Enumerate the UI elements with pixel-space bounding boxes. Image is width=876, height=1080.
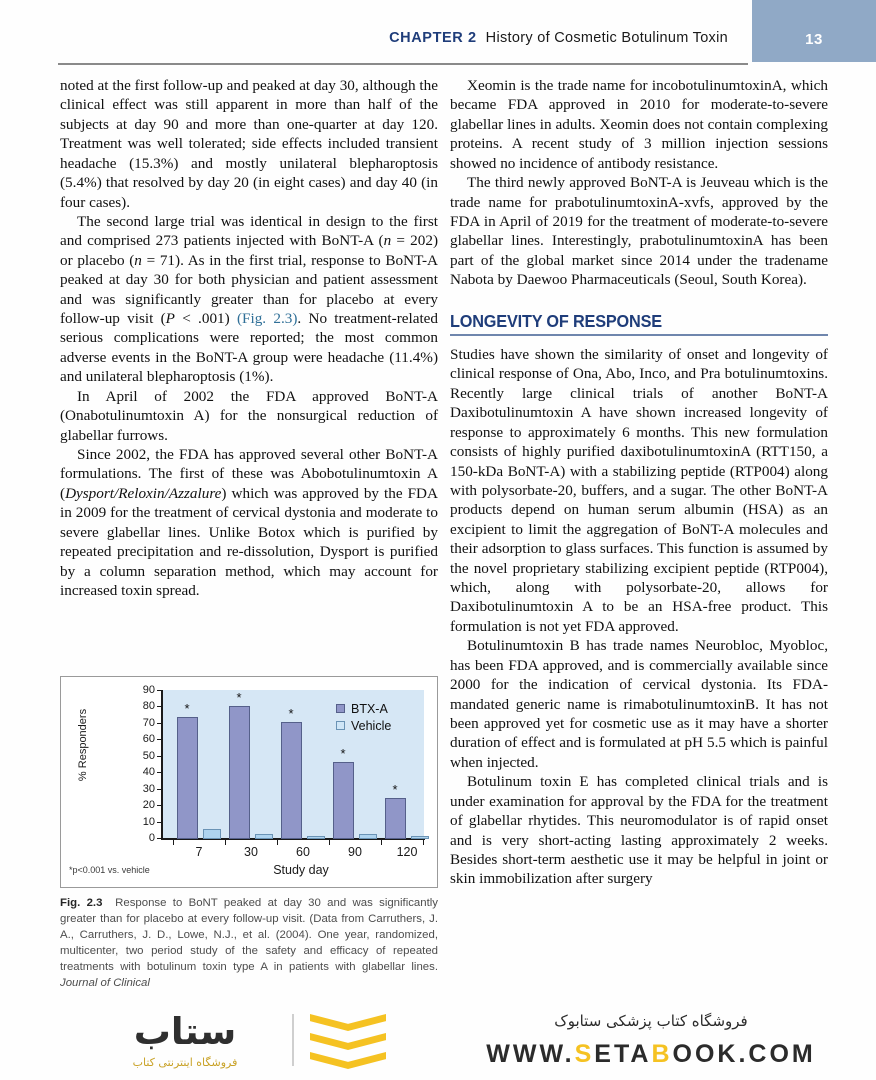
chart-y-tick: 60 (142, 733, 155, 745)
significance-star: * (236, 690, 242, 705)
logo-divider (292, 1014, 294, 1066)
bar-btxa-day60 (281, 722, 302, 839)
chart-y-tick: 80 (142, 700, 155, 712)
bar-vehicle-day7 (203, 829, 221, 839)
bar-btxa-day90 (333, 762, 354, 839)
significance-star: * (288, 706, 294, 721)
legend-item-vehicle (336, 717, 391, 734)
paragraph-segment: The second large trial was identical in design to the first and comprised 273 patients injected with BoNT-A (n = 202) or placebo (n = 71). As in the first trial, response to BoNT-A peaked at day 30 for both physician and patient assessment and was significantly greater than for placebo at every follow-up visit (P < .001) (60, 212, 438, 328)
chart-y-tick: 50 (142, 750, 155, 762)
section-heading: LONGEVITY OF RESPONSE (450, 310, 662, 331)
paragraph: Xeomin is the trade name for incobotulinumtoxinA, which became FDA approved in 2010 for moderate-to-severe glabellar lines in adults. Xeomin does not contain complexing proteins. A recent study of 3 million injection sessions showed no incidence of antibody resistance. (450, 77, 828, 172)
chart-y-tick: 30 (142, 783, 155, 795)
product-names-italic: Dysport/Reloxin/Azzalure (65, 484, 222, 502)
setabook-logo (80, 1010, 290, 1076)
paragraph: Botulinumtoxin B has trade names Neurobloc, Myobloc, has been FDA approved, and is commercially available since 2000 for the indication of cervical dystonia. Its FDA-mandated generic name is rimabotulinumtoxinB. It has not been approved yet for cosmetic use as it may have a shorter duration of effect and is formulated at pH 5.5 which is painful when injected. (450, 637, 828, 771)
bar-btxa-day7 (177, 717, 198, 839)
running-head-text (389, 30, 728, 46)
legend-label: BTX-A (351, 701, 388, 716)
logo-wordmark: ستاب (133, 1010, 237, 1053)
right-text-column (450, 76, 828, 889)
header-rule (58, 63, 748, 65)
chart-y-tick: 40 (142, 766, 155, 778)
caption-body: Response to BoNT peaked at day 30 and was significantly greater than for placebo at every follow-up visit. (Data from Carruthers, J. A., Carruthers, J. D., Lowe, N.J., et al. (2004). One year, randomized, multicenter, two period study of the safety and efficacy of repeated treatments with botulinum toxin type A in patients with glabellar lines. (60, 897, 438, 974)
paragraph: In April of 2002 the FDA approved BoNT-A (Onabotulinumtoxin A) for the nonsurgical reduction of glabellar furrows. (60, 387, 438, 444)
chart-frame (60, 676, 438, 888)
bar-vehicle-day120 (411, 836, 429, 839)
running-head (0, 0, 876, 66)
chart-y-tick: 70 (142, 717, 155, 729)
bar-vehicle-day90 (359, 834, 377, 839)
caption-spacer (102, 897, 115, 909)
url-eta: ETA (594, 1040, 652, 1068)
bar-vehicle-day60 (307, 836, 325, 839)
url-b: B (651, 1040, 673, 1068)
footer-tagline: فروشگاه کتاب پزشکی ستابوک (554, 1012, 748, 1030)
figure-caption (60, 895, 438, 991)
figure-label: Fig. 2.3 (60, 897, 103, 909)
section-heading-rule (450, 334, 828, 336)
bar-btxa-day30 (229, 706, 250, 839)
chart-y-tick: 90 (142, 684, 155, 696)
logo-subtitle: فروشگاه اینترنتی کتاب (132, 1056, 238, 1069)
figure-2-3 (60, 676, 438, 888)
chart-x-axis-label: Study day (273, 863, 329, 877)
legend-swatch-icon (336, 704, 345, 713)
paragraph: noted at the first follow-up and peaked at day 30, although the clinical effect was still apparent in more than half of the subjects at day 90 and more than one-quarter at day 120. Treatment was well tolerated; side effects included transient headache (15.3%) and mostly unilateral blepharoptosis (5.4%) that resolved by day 20 (in eight cases) and day 40 (in four cases). (60, 77, 438, 211)
significance-star: * (392, 782, 398, 797)
page-number: 13 (805, 31, 823, 48)
bar-vehicle-day30 (255, 834, 273, 839)
chart-x-tick: 90 (348, 845, 362, 859)
url-prefix: WWW. (486, 1040, 575, 1068)
caption-journal-italic: Journal of Clinical (60, 977, 150, 990)
chart-y-tick: 10 (142, 816, 155, 828)
paragraph (60, 212, 438, 387)
paragraph-segment: . No treatment-related serious complications were reported; the most common adverse events in the BoNT-A group were headache (11.4%) and unilateral blepharoptosis (1%). (60, 310, 439, 386)
legend-item-btxa (336, 700, 391, 717)
chapter-label: CHAPTER 2 (389, 30, 477, 46)
left-text-column (60, 76, 438, 600)
legend-swatch-icon (336, 721, 345, 730)
paragraph-segment: ) which was approved by the FDA in 2009 for the treatment of cervical dystonia and moderate to severe glabellar lines. Unlike Botox which is purified by repeated precipitation and re-dissolution, Dysport is purified by a column separation method, which may account for increased toxin spread. (60, 484, 438, 599)
chapter-title: History of Cosmetic Botulinum Toxin (485, 30, 728, 46)
chart-x-tick: 30 (244, 845, 258, 859)
paragraph: Studies have shown the similarity of onset and longevity of clinical response of Ona, Abo, Inco, and Pra botulinumtoxins. Recently large clinical trials of another BoNT-A Daxibotulinumtoxin A have shown increased longevity of response to approximately 6 months. This new formulation consists of highly purified daxibotulinumtoxinA (RTT150, a 150-kDa BoNT-A) with a stabilizing peptide (RTP004) along with polysorbate-20, buffers, and a sugar. The other BoNT-A products depend on human serum albumin (HSA) as an excipient to limit the aggregation of BoNT-A molecules and their adsorption to glass surfaces. This function is assumed by the novel proprietary stabilizing excipient peptide (RTP004), which, along with polysorbate-20, allows for Daxibotulinumtoxin A to be an HSA-free product. This formulation is not yet FDA approved. (450, 346, 828, 635)
chart-legend (336, 700, 391, 734)
chart-footnote: *p<0.001 vs. vehicle (69, 865, 150, 875)
significance-star: * (340, 746, 346, 761)
url-s: S (574, 1040, 595, 1068)
chart-y-tick: 20 (142, 799, 155, 811)
chart-y-tick: 0 (148, 832, 155, 844)
significance-star: * (184, 701, 190, 716)
paragraph: Botulinum toxin E has completed clinical trials and is under examination for approval by the FDA for the treatment of glabellar rhytides. This neuromodulator is of rapid onset and is very short-acting lasting approximately 2 weeks. Besides short-term aesthetic use it may be helpful in joint or skin immobilization after surgery (450, 773, 828, 888)
chart-y-axis (161, 690, 163, 839)
url-suffix: OOK.COM (672, 1040, 816, 1068)
footer-url[interactable] (446, 1040, 856, 1069)
figure-crossref-link[interactable]: (Fig. 2.3) (236, 310, 298, 328)
bar-btxa-day120 (385, 798, 406, 839)
paragraph-segment: Since 2002, the FDA has approved several other BoNT-A formulations. The first of these was Abobotulinumtoxin A ( (60, 446, 438, 502)
chart-x-tick: 60 (296, 845, 310, 859)
chart-y-axis-label: % Responders (77, 708, 89, 782)
watermark-footer (0, 1004, 876, 1080)
legend-label: Vehicle (351, 718, 392, 733)
chart-x-tick: 120 (396, 845, 418, 859)
paragraph: The third newly approved BoNT-A is Jeuveau which is the trade name for prabotulinumtoxinA-xvfs, approved by the FDA in April of 2019 for the treatment of moderate-to-severe glabellar lines. Interestingly, prabotulinumtoxinA has been part of the global market since 2014 under the tradename Nabota by Daewoo Pharmaceuticals (Seoul, South Korea). (450, 174, 828, 289)
paragraph (60, 445, 438, 600)
chevron-icon (310, 1012, 386, 1072)
chart-x-tick: 7 (195, 845, 203, 859)
